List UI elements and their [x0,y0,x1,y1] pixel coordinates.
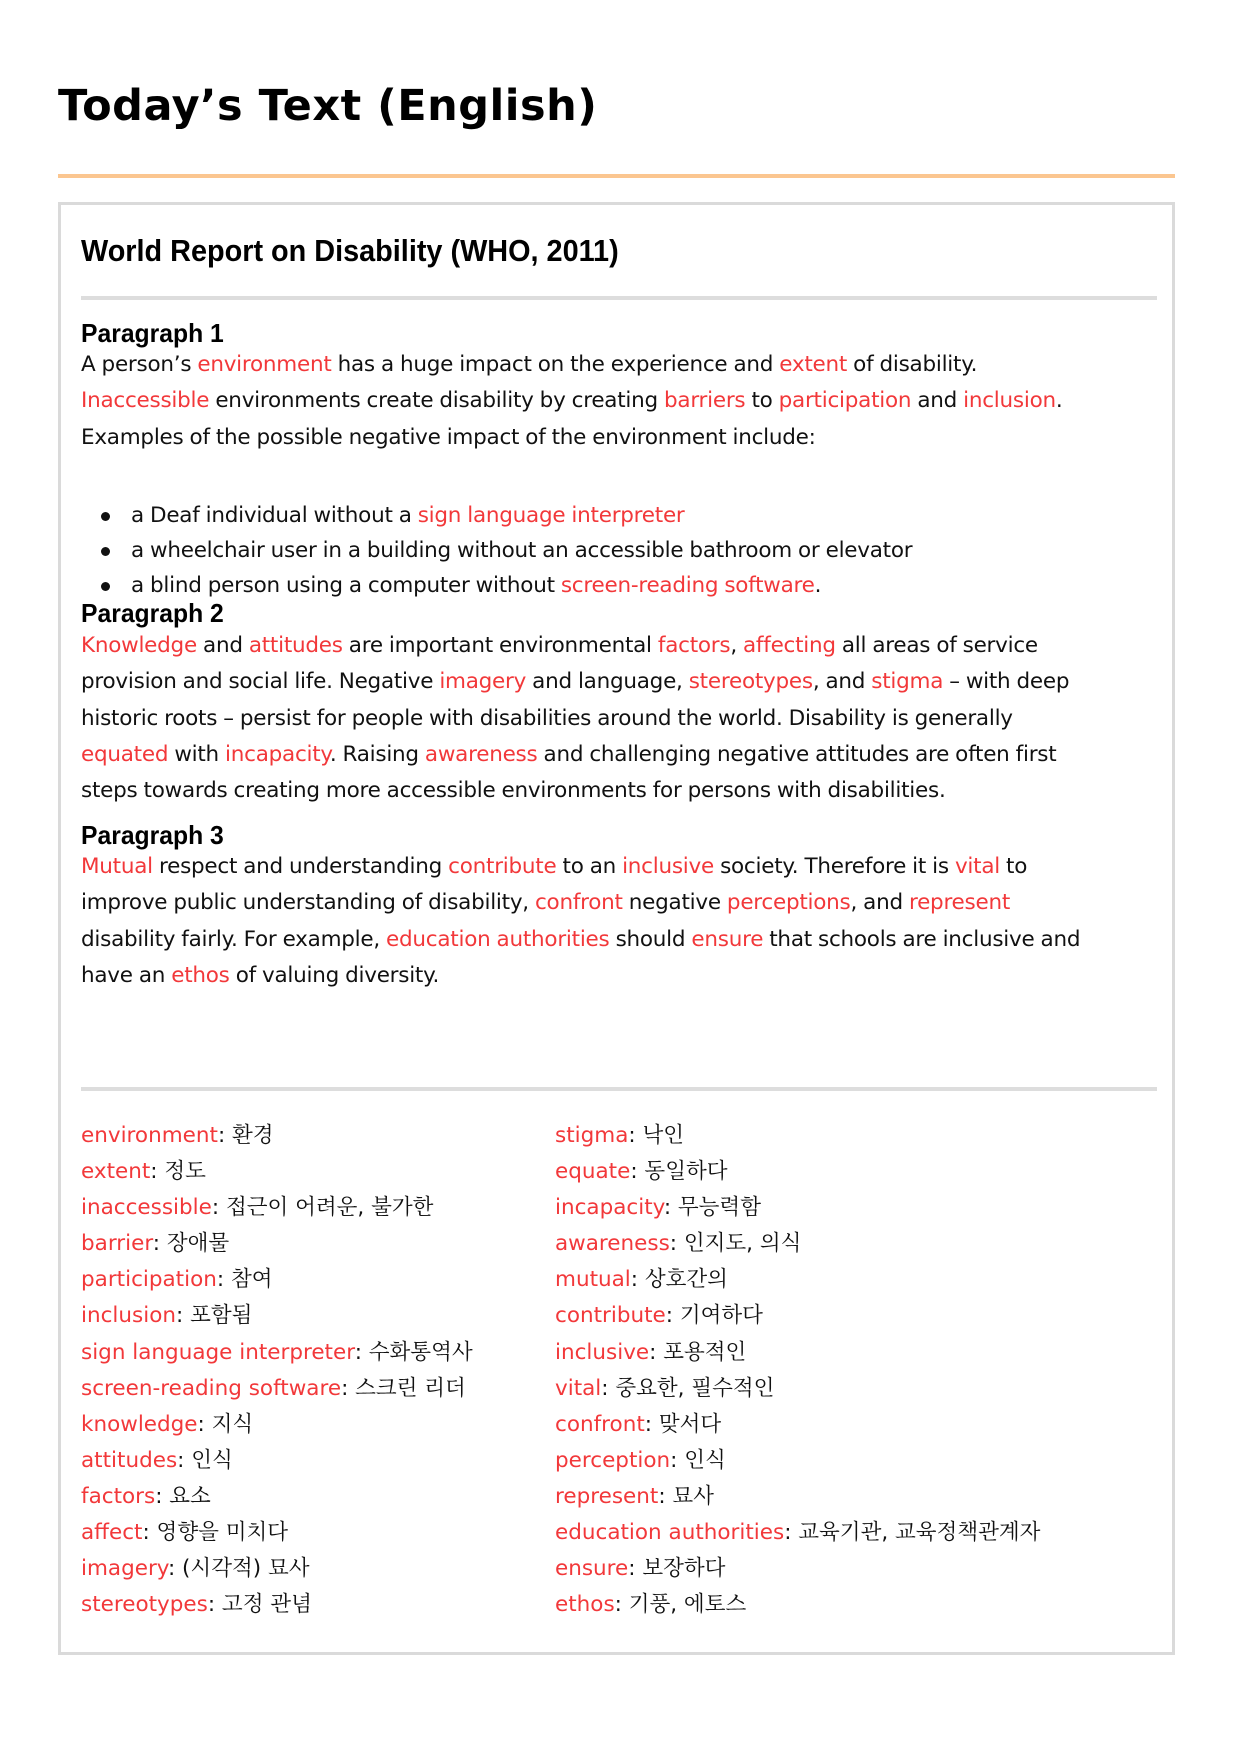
glossary-separator: : [628,1123,643,1148]
text-segment: A person’s [81,352,198,377]
vocab-highlight: vital [954,854,1000,879]
vocab-highlight: stigma [871,669,944,695]
bullet-dot-icon [101,512,110,521]
glossary-definition: 인지도, 의식 [683,1231,802,1257]
glossary-item [555,1118,1040,1154]
vocab-highlight: perceptions [726,890,851,916]
vocab-highlight: attitudes [248,633,343,658]
glossary-definition: (시각적) 묘사 [182,1556,310,1582]
glossary-separator: : [341,1375,356,1401]
glossary-item [81,1262,473,1298]
text-segment: are important environmental [342,633,658,658]
report-title: World Report on Disability (WHO, 2011) [81,233,619,268]
glossary-item [555,1190,1040,1226]
text-segment: . [1055,388,1063,414]
text-segment: negative [622,890,727,916]
glossary-separator: : [167,1556,183,1582]
text-segment: and [196,633,249,658]
glossary-definition: 스크린 리더 [355,1375,466,1401]
glossary-definition: 인식 [191,1447,233,1473]
glossary-separator: : [216,1267,231,1293]
text-segment: to [999,854,1028,879]
bullet-item [81,533,912,568]
paragraph-1-text [81,347,1171,456]
glossary-item [555,1298,1040,1334]
glossary-term: inclusive [555,1339,650,1365]
glossary-column-right [555,1118,1040,1623]
vocab-highlight: sign language interpreter [417,503,685,528]
vocab-highlight: education authorities [386,926,610,952]
glossary-item [81,1298,473,1334]
vocab-highlight: Knowledge [81,633,197,658]
glossary-item [555,1443,1040,1479]
glossary-item [81,1479,473,1515]
glossary-definition: 고정 관념 [221,1592,312,1618]
text-segment: of disability. [847,352,978,377]
glossary-definition: 기여하다 [679,1303,763,1329]
glossary-separator: : [630,1159,645,1185]
text-segment: to [745,388,779,414]
glossary-item [81,1371,473,1407]
paragraph-3-text [81,849,1171,994]
glossary-separator: : [175,1303,191,1329]
glossary-definition: 환경 [232,1123,274,1148]
report-card [58,202,1175,1655]
vocab-highlight: Inaccessible [81,388,210,414]
glossary-term: barrier [81,1231,153,1257]
text-segment: that schools are inclusive and [763,926,1081,952]
text-segment: environments create disability by creating [209,388,664,414]
text-segment: and [911,388,964,414]
glossary-item [81,1407,473,1443]
glossary-term: equate [555,1159,631,1185]
text-segment: improve public understanding of disability, [81,890,535,916]
vocab-highlight: barriers [664,388,746,414]
glossary-term: awareness [555,1231,670,1257]
glossary-term: imagery [81,1556,168,1582]
glossary-definition: 상호간의 [644,1267,728,1293]
glossary-separator: : [197,1411,212,1437]
vocab-highlight: ethos [171,962,230,988]
vocab-highlight: factors [657,633,731,658]
text-segment: respect and understanding [152,854,449,879]
glossary-column-left [81,1118,473,1623]
vocab-highlight: awareness [424,741,538,767]
glossary-separator: : [601,1375,616,1401]
text-segment: society. Therefore it is [713,854,955,879]
glossary-separator: : [142,1520,157,1546]
vocab-highlight: equated [81,741,169,767]
glossary-definition: 영향을 미치다 [156,1520,288,1546]
text-segment: , [730,633,743,658]
text-segment: . [814,573,822,598]
glossary-term: incapacity [555,1195,664,1221]
glossary-term: screen-reading software [81,1375,342,1401]
glossary-definition: 접근이 어려운, 불가한 [225,1195,434,1221]
vocab-highlight: incapacity [225,741,330,767]
glossary-separator: : [658,1483,673,1509]
glossary-term: sign language interpreter [81,1339,355,1365]
paragraph-2-heading: Paragraph 2 [81,598,224,628]
glossary-item [81,1190,473,1226]
glossary-definition: 묘사 [672,1483,714,1509]
glossary-definition: 인식 [684,1447,726,1473]
text-segment: . Raising [329,741,425,767]
paragraph-1-heading: Paragraph 1 [81,318,224,348]
text-segment: steps towards creating more accessible environments for persons with disabilities. [81,778,946,804]
vocab-highlight: contribute [448,854,557,879]
glossary-definition: 포용적인 [663,1339,747,1365]
glossary-item [81,1335,473,1371]
vocab-highlight: environment [197,352,332,377]
vocab-highlight: affecting [743,633,836,658]
glossary-separator: : [644,1411,659,1437]
glossary-separator: : [665,1303,680,1329]
glossary-separator: : [614,1592,629,1618]
glossary-term: education authorities [555,1520,785,1546]
text-segment: should [609,926,692,952]
paragraph-1-bullet-list [81,498,912,603]
glossary-separator: : [784,1520,799,1546]
glossary-definition: 요소 [169,1483,211,1509]
glossary-term: stigma [555,1123,629,1148]
bullet-dot-icon [101,582,110,591]
glossary-definition: 정도 [164,1159,206,1185]
glossary-term: perception [555,1447,671,1473]
glossary-definition: 참여 [230,1267,273,1293]
text-segment: all areas of service [835,633,1038,658]
glossary-separator: : [663,1195,678,1221]
glossary-item [81,1154,473,1190]
text-segment: historic roots – persist for people with disabilities around the world. Disability is generally [81,705,1013,731]
bullet-item [81,498,912,533]
glossary-definition: 낙인 [642,1123,684,1148]
glossary-definition: 동일하다 [644,1159,728,1185]
text-segment: to an [556,854,623,879]
glossary-separator: : [669,1231,684,1257]
text-segment: and challenging negative attitudes are often first [537,741,1057,767]
glossary-definition: 장애물 [166,1231,230,1257]
title-divider [58,174,1175,178]
glossary-term: extent [81,1159,151,1185]
glossary-definition: 기풍, 에토스 [628,1592,747,1618]
glossary-separator: : [628,1556,643,1582]
vocab-highlight: represent [908,890,1011,916]
vocab-highlight: inclusive [622,854,714,879]
text-segment: have an [81,962,172,988]
glossary-separator: : [211,1195,226,1221]
glossary-item [81,1443,473,1479]
text-segment: , and [812,669,872,695]
text-segment: , and [850,890,909,916]
glossary-term: contribute [555,1303,666,1329]
text-segment: of valuing diversity. [229,962,440,988]
glossary-item [555,1587,1040,1623]
text-segment: Examples of the possible negative impact of the environment include: [81,424,816,450]
glossary-separator: : [217,1123,233,1148]
text-segment: with [168,741,226,767]
glossary-item [81,1515,473,1551]
vocab-highlight: Mutual [81,854,153,879]
glossary-definition: 맞서다 [658,1411,722,1437]
glossary-definition: 지식 [211,1411,254,1437]
glossary-item [555,1371,1040,1407]
text-segment: has a huge impact on the experience and [331,352,780,377]
glossary-separator: : [150,1159,165,1185]
vocab-highlight: stereotypes [688,669,813,695]
glossary-item [555,1154,1040,1190]
glossary-term: ethos [555,1592,615,1618]
page-title: Today’s Text (English) [58,81,598,131]
vocab-highlight: screen-reading software [560,573,815,598]
glossary-definition: 포함됨 [190,1303,253,1329]
vocab-highlight: imagery [439,669,527,695]
glossary-separator: : [207,1592,222,1618]
glossary-item [81,1587,473,1623]
glossary-separator: : [630,1267,645,1293]
glossary-definition: 수화통역사 [368,1339,473,1365]
glossary-term: inaccessible [81,1195,212,1221]
glossary-term: participation [81,1267,217,1293]
glossary-item [555,1335,1040,1371]
text-segment: disability fairly. For example, [81,926,387,952]
glossary-term: stereotypes [81,1592,208,1618]
glossary-term: vital [555,1375,602,1401]
glossary-definition: 무능력함 [677,1195,761,1221]
glossary-item [555,1479,1040,1515]
glossary-separator: : [670,1447,685,1473]
glossary-term: factors [81,1483,156,1509]
vocab-highlight: ensure [691,926,764,952]
glossary-item [555,1551,1040,1587]
glossary-separator: : [177,1447,192,1473]
glossary-item [555,1407,1040,1443]
glossary-separator: : [649,1339,664,1365]
glossary-term: affect [81,1520,143,1546]
text-segment: provision and social life. Negative [81,669,440,695]
text-segment: – with deep [943,669,1070,695]
glossary-term: represent [555,1483,659,1509]
vocab-highlight: extent [779,352,848,377]
vocab-highlight: confront [534,890,623,916]
glossary-item [555,1515,1040,1551]
vocab-highlight: inclusion [963,388,1056,414]
glossary-separator: : [354,1339,369,1365]
glossary-item [555,1262,1040,1298]
glossary-definition: 교육기관, 교육정책관계자 [798,1520,1041,1546]
glossary-item [81,1226,473,1262]
text-segment: a blind person using a computer without [131,573,561,598]
glossary-term: ensure [555,1556,629,1582]
text-segment: and language, [526,669,689,695]
glossary-term: knowledge [81,1411,198,1437]
glossary-definition: 보장하다 [642,1556,726,1582]
glossary-term: inclusion [81,1303,176,1329]
glossary-definition: 중요한, 필수적인 [615,1375,775,1401]
paragraph-3-heading: Paragraph 3 [81,820,224,850]
glossary-term: mutual [555,1267,631,1293]
text-segment: a Deaf individual without a [131,503,418,528]
text-segment: a wheelchair user in a building without an accessible bathroom or elevator [131,538,913,563]
glossary-divider [81,1087,1157,1091]
vocab-highlight: participation [778,388,912,414]
glossary-term: attitudes [81,1447,178,1473]
glossary-item [81,1118,473,1154]
glossary-separator: : [155,1483,170,1509]
glossary-item [81,1551,473,1587]
glossary-separator: : [152,1231,167,1257]
section-divider [81,296,1157,300]
paragraph-2-text [81,628,1171,809]
bullet-dot-icon [101,547,110,556]
glossary-term: environment [81,1123,218,1148]
glossary-term: confront [555,1411,645,1437]
glossary-item [555,1226,1040,1262]
